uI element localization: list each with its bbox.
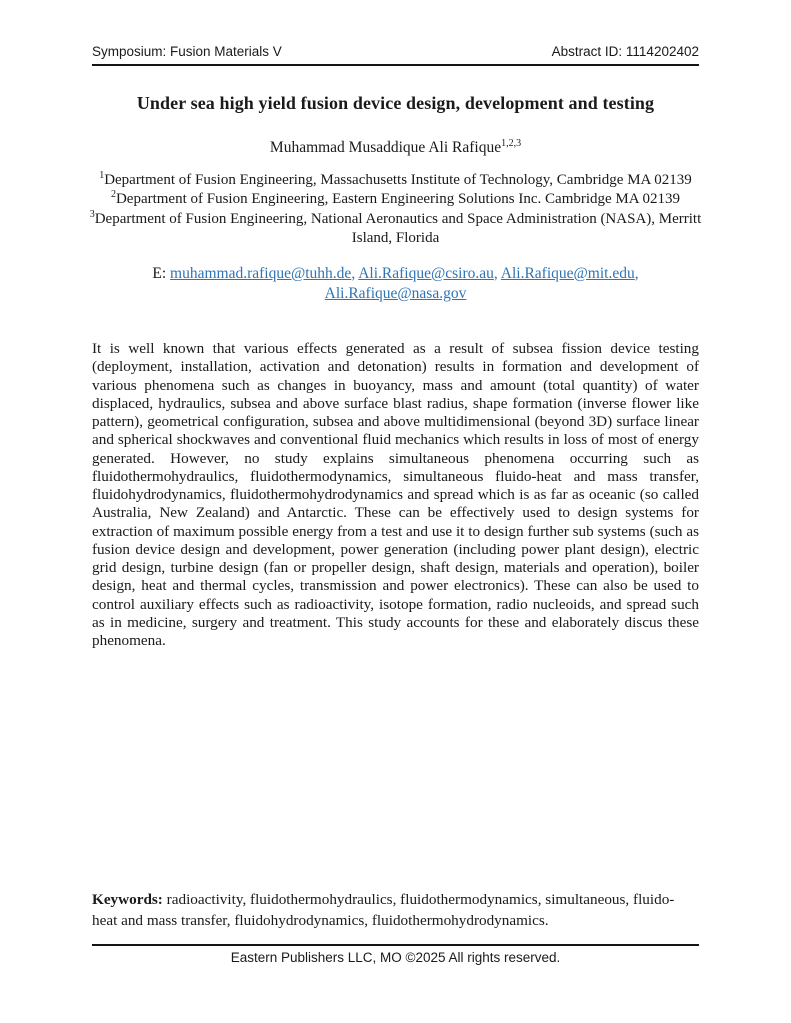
email-separator: , bbox=[351, 265, 356, 282]
affiliation-marker: 1 bbox=[99, 170, 105, 181]
email-link-mit[interactable]: Ali.Rafique@mit.edu bbox=[500, 265, 635, 282]
email-link-nasa[interactable]: Ali.Rafique@nasa.gov bbox=[324, 285, 467, 302]
affiliation-line bbox=[84, 210, 707, 249]
keywords-label: Keywords: bbox=[92, 891, 163, 908]
affiliations-block bbox=[84, 171, 707, 249]
page-header bbox=[92, 44, 699, 66]
email-link-csiro[interactable]: Ali.Rafique@csiro.au bbox=[358, 265, 494, 282]
footer-copyright: Eastern Publishers LLC, MO ©2025 All rights reserved. bbox=[230, 950, 561, 965]
affiliation-text: Department of Fusion Engineering, Eastern Engineering Solutions Inc. Cambridge MA 02139 bbox=[115, 191, 681, 208]
keywords-block bbox=[92, 890, 699, 931]
email-label: E: bbox=[152, 265, 167, 282]
header-abstract-id: Abstract ID: 1114202402 bbox=[551, 44, 699, 59]
author-line bbox=[92, 139, 699, 157]
affiliation-marker: 3 bbox=[89, 208, 95, 220]
abstract-text: It is well known that various effects generated as a result of subsea fission device testing (deployment, installation, activation and detonation) results in formation and development of various phenomena such as changes in buoyancy, mass and amount (total quantity) of water displaced, hydraulics, subsea and above surface blast radius, shape formation (inverse flower like pattern), geometrical configuration, subsea and above multidimensional (beyond 3D) surface linear and spherical shockwaves and conventional fluid mechanics which results in loss of most of energy generated. However, no study explains simultaneous phenomena occurring such as fluidothermohydraulics, fluidothermodynamics, simultaneous fluido-heat and mass transfer, fluidohydrodynamics, fluidothermohydrodynamics and spread which is as far as oceanic (so called Australia, New Zealand) and Antarctic. These can be effectively used to design systems for extraction of maximum possible energy from a test and use it to design further sub systems (such as fusion device design and development, power generation (including power plant design), electric grid design, turbine design (fan or propeller design, shaft design, materials and operation), boiler design, heat and thermal cycles, transmission and power electronics). These can also be used to control auxiliary effects such as radioactivity, isotope formation, radio nucleoids, and spread such as in medicine, surgery and treatment. This study accounts for these and elaborately discus these phenomena. bbox=[92, 340, 699, 649]
header-symposium-label: Symposium: Fusion Materials V bbox=[92, 44, 282, 59]
email-link-tuhh[interactable]: muhammad.rafique@tuhh.de bbox=[170, 265, 352, 282]
email-separator: , bbox=[634, 265, 639, 282]
author-superscript: 1,2,3 bbox=[501, 137, 522, 149]
page-footer bbox=[92, 944, 699, 965]
affiliation-line bbox=[84, 171, 707, 190]
affiliation-text: Department of Fusion Engineering, National Aeronautics and Space Administration (NASA), Merritt Island, Florida bbox=[94, 210, 702, 247]
affiliation-line bbox=[84, 190, 707, 209]
affiliation-text: Department of Fusion Engineering, Massachusetts Institute of Technology, Cambridge MA 02139 bbox=[104, 172, 692, 188]
email-separator: , bbox=[493, 265, 498, 282]
paper-title: Under sea high yield fusion device design, development and testing bbox=[136, 93, 655, 113]
author-name: Muhammad Musaddique Ali Rafique bbox=[269, 139, 502, 156]
affiliation-marker: 2 bbox=[110, 189, 116, 201]
keywords-text: radioactivity, fluidothermohydraulics, fluidothermodynamics, simultaneous, fluido-heat and mass transfer, fluidohydrodynamics, fluidothermohydrodynamics. bbox=[92, 891, 675, 929]
contact-block bbox=[92, 264, 699, 304]
